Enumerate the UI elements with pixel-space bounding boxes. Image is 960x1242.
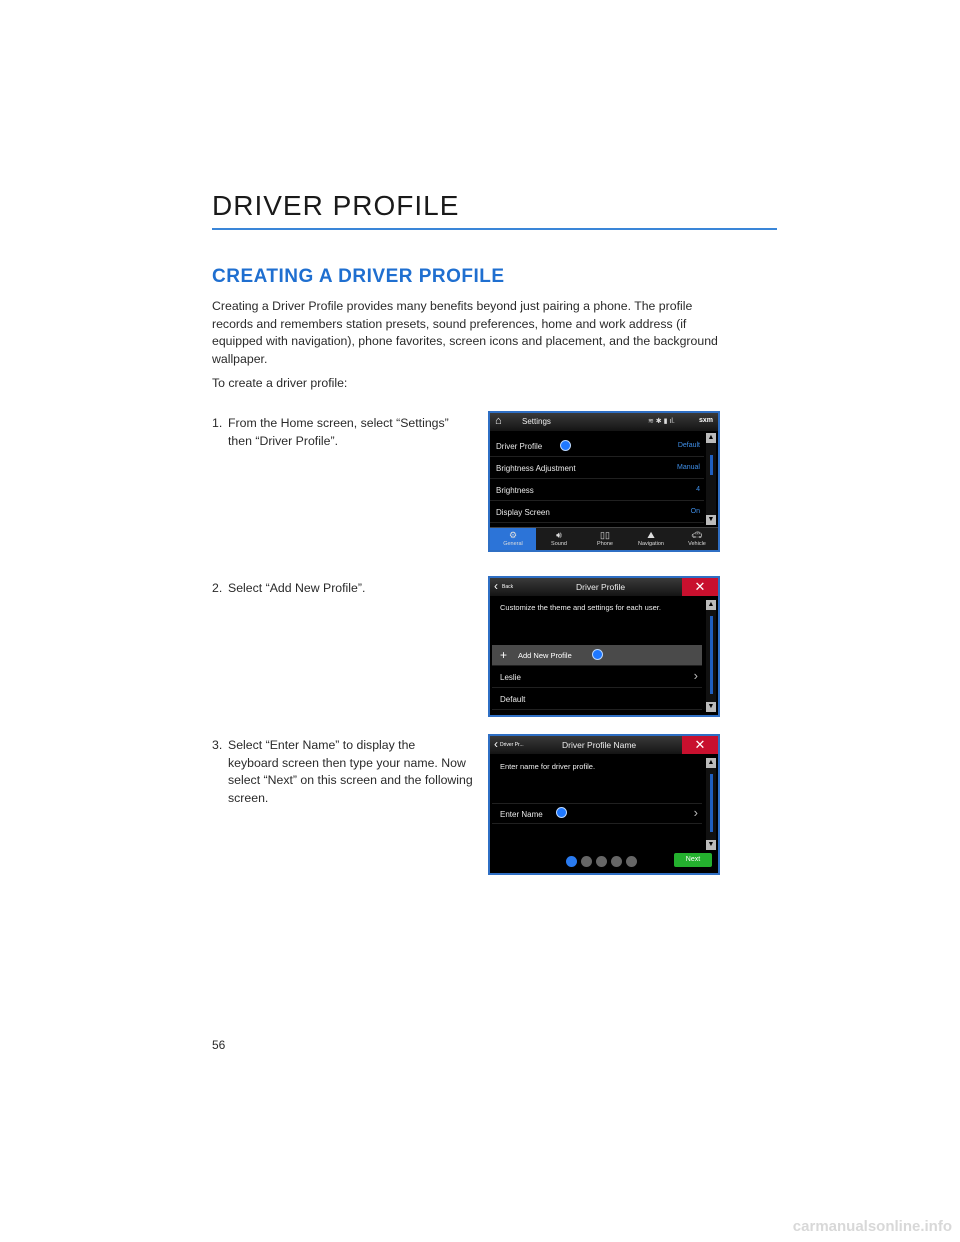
profile-row-leslie[interactable] xyxy=(492,667,702,688)
row-value: On xyxy=(690,508,700,515)
settings-row-display-screen[interactable] xyxy=(490,502,704,523)
driver-profile-name-screenshot xyxy=(488,734,720,875)
pager-dot xyxy=(626,856,637,867)
tab-general[interactable]: ⚙ General xyxy=(490,528,536,550)
profile-message: Customize the theme and settings for each user. xyxy=(500,603,661,612)
lead-text: To create a driver profile: xyxy=(212,376,348,390)
chevron-right-icon: › xyxy=(693,668,698,683)
scroll-down-icon[interactable]: ▼ xyxy=(707,703,715,710)
pager-dot xyxy=(596,856,607,867)
close-icon[interactable]: ✕ xyxy=(682,736,718,754)
back-chevron-icon[interactable]: ‹ xyxy=(494,579,498,593)
driver-profile-title: Driver Profile xyxy=(576,582,626,592)
settings-header xyxy=(490,413,718,431)
navigation-icon: ⛰ xyxy=(647,530,655,540)
settings-row-brightness-adjustment[interactable] xyxy=(490,458,704,479)
row-label: Brightness xyxy=(496,486,534,495)
row-label: Brightness Adjustment xyxy=(496,464,576,473)
settings-screenshot xyxy=(488,411,720,552)
tab-sound[interactable]: 🔊︎ Sound xyxy=(536,528,582,550)
section-title: DRIVER PROFILE xyxy=(212,190,460,221)
scrollbar[interactable] xyxy=(706,600,716,712)
row-label: Enter Name xyxy=(500,810,543,819)
intro-paragraph: Creating a Driver Profile provides many benefits beyond just pairing a phone. The profile records and remembers station presets, sound preferences, home and work address (if equipped with navigation), phone favorites, screen icons and placement, and the background wallpaper. xyxy=(212,299,718,366)
row-label: Driver Profile xyxy=(496,442,543,451)
pager-dot xyxy=(581,856,592,867)
page-number: 56 xyxy=(212,1038,226,1052)
name-message: Enter name for driver profile. xyxy=(500,762,596,771)
tab-navigation[interactable]: ⛰ Navigation xyxy=(628,528,674,550)
step-text-cont: keyboard screen then type your name. Now select “Next” on this screen and the following screen. xyxy=(228,755,473,805)
driver-profile-name-header xyxy=(490,736,718,754)
phone-icon: ▯▯ xyxy=(600,530,610,540)
gear-icon: ⚙ xyxy=(508,530,518,540)
bottom-tab-bar xyxy=(490,527,718,550)
step-text: From the Home screen, select “Settings” xyxy=(228,416,449,430)
plus-icon: + xyxy=(500,648,508,662)
row-label: Leslie xyxy=(500,673,521,682)
scrollbar[interactable] xyxy=(706,433,716,525)
tab-vehicle[interactable]: 🚗︎ Vehicle xyxy=(674,528,720,550)
scroll-down-icon[interactable]: ▼ xyxy=(707,516,715,523)
status-icons: ≋ ✱ ▮ ıl. xyxy=(648,418,675,425)
back-chevron-icon[interactable]: ‹ xyxy=(494,737,498,751)
title-rule xyxy=(212,228,777,230)
row-label: Default xyxy=(500,695,526,704)
step-2 xyxy=(212,580,482,598)
step-number: 2. xyxy=(212,581,223,595)
back-button[interactable]: Back xyxy=(502,584,514,590)
car-icon: 🚗︎ xyxy=(691,530,703,540)
scroll-thumb[interactable] xyxy=(710,616,713,694)
scroll-up-icon[interactable]: ▲ xyxy=(707,434,715,441)
scroll-down-icon[interactable]: ▼ xyxy=(707,841,715,848)
settings-row-brightness[interactable] xyxy=(490,480,704,501)
driver-profile-screenshot xyxy=(488,576,720,717)
next-button[interactable]: Next xyxy=(674,853,712,867)
pager-dot xyxy=(611,856,622,867)
tab-phone[interactable]: ▯▯ Phone xyxy=(582,528,628,550)
step-number: 3. xyxy=(212,738,223,752)
row-label: Add New Profile xyxy=(518,651,572,660)
home-icon[interactable]: ⌂ xyxy=(495,415,502,427)
scrollbar[interactable] xyxy=(706,758,716,850)
step-text: Select “Enter Name” to display the xyxy=(228,738,416,752)
settings-title: Settings xyxy=(522,417,551,426)
scroll-up-icon[interactable]: ▲ xyxy=(707,601,715,608)
row-value: Manual xyxy=(677,464,700,471)
enter-name-field[interactable] xyxy=(492,803,702,824)
row-value: 4 xyxy=(696,486,700,493)
scroll-thumb[interactable] xyxy=(710,774,713,832)
scroll-thumb[interactable] xyxy=(710,455,713,475)
step-1 xyxy=(212,415,482,450)
pager-dot-active xyxy=(566,856,577,867)
row-label: Display Screen xyxy=(496,508,550,517)
speaker-icon: 🔊︎ xyxy=(556,530,562,540)
step-3 xyxy=(212,737,482,807)
chevron-right-icon: › xyxy=(693,805,698,820)
step-text-cont: then “Driver Profile”. xyxy=(228,433,339,448)
scroll-up-icon[interactable]: ▲ xyxy=(707,759,715,766)
driver-profile-name-title: Driver Profile Name xyxy=(562,740,637,750)
step-number: 1. xyxy=(212,416,223,430)
driver-profile-header xyxy=(490,578,718,596)
tap-indicator-icon xyxy=(556,807,567,818)
close-icon[interactable]: ✕ xyxy=(682,578,718,596)
sxm-status: sxm xyxy=(698,417,713,424)
page-heading: CREATING A DRIVER PROFILE xyxy=(212,266,505,287)
tap-indicator-icon xyxy=(592,649,603,660)
profile-row-default[interactable] xyxy=(492,689,702,710)
step-text: Select “Add New Profile”. xyxy=(228,581,366,595)
row-value: Default xyxy=(677,442,700,449)
watermark: carmanualsonline.info xyxy=(792,1218,952,1235)
back-button[interactable]: Driver Pr... xyxy=(500,742,524,748)
tap-indicator-icon xyxy=(560,440,571,451)
settings-row-driver-profile[interactable] xyxy=(490,436,704,457)
